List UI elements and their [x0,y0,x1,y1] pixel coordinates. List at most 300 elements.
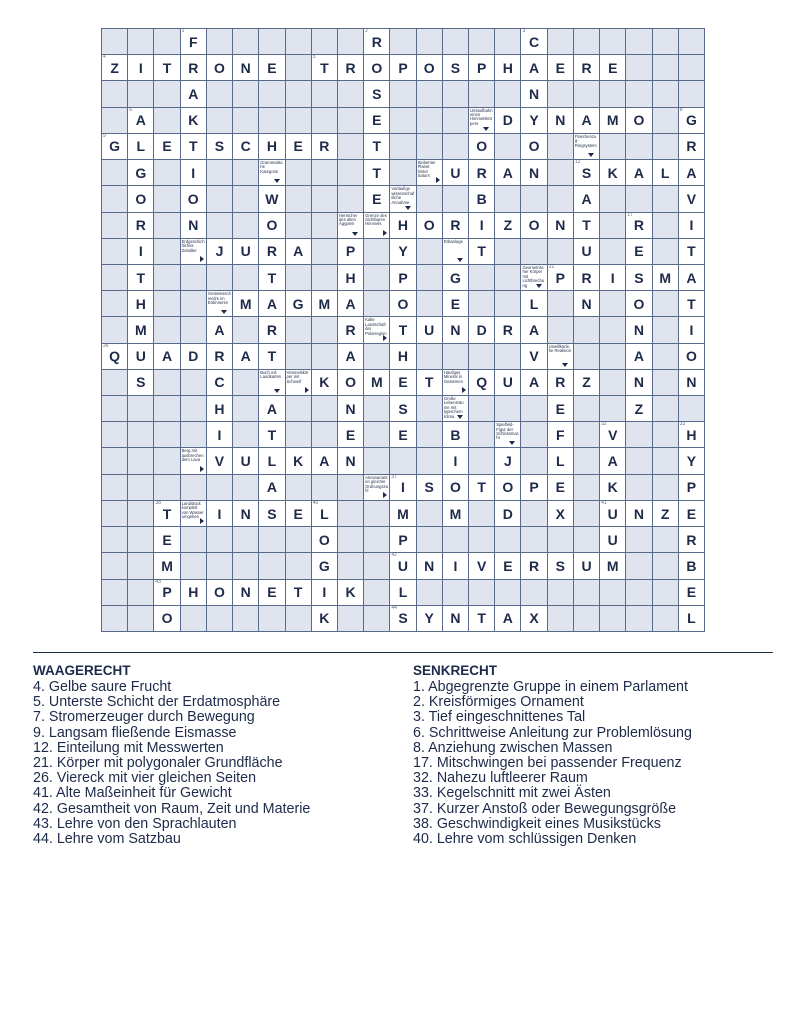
letter-cell[interactable] [207,501,232,526]
empty-cell [154,475,179,500]
letter-cell[interactable] [521,553,546,578]
letter-cell[interactable] [443,213,468,238]
letter-cell[interactable] [312,448,337,473]
letter-cell[interactable] [338,55,363,80]
letter-cell[interactable] [626,213,651,238]
letter-cell[interactable] [181,344,206,369]
letter-cell[interactable] [128,239,153,264]
letter-cell[interactable] [128,160,153,185]
letter-cell[interactable] [574,186,599,211]
letter-cell[interactable] [338,370,363,395]
letter-cell[interactable] [364,55,389,80]
letter-cell[interactable] [207,580,232,605]
letter-cell[interactable] [207,448,232,473]
letter-cell[interactable] [443,265,468,290]
letter-cell[interactable] [548,396,573,421]
letter-cell[interactable] [312,501,337,526]
letter-cell[interactable] [469,186,494,211]
letter-cell[interactable] [495,553,520,578]
letter-cell[interactable] [207,344,232,369]
empty-cell [102,108,127,133]
letter-cell[interactable] [626,317,651,342]
letter-cell[interactable] [443,475,468,500]
letter-cell[interactable] [548,55,573,80]
letter-cell[interactable] [417,370,442,395]
letter-cell[interactable] [626,265,651,290]
cell-letter: Z [660,505,670,522]
empty-cell [338,108,363,133]
letter-cell[interactable] [574,108,599,133]
letter-cell[interactable] [626,501,651,526]
letter-cell[interactable] [469,134,494,159]
letter-cell[interactable] [390,291,415,316]
letter-cell[interactable] [154,553,179,578]
empty-cell [679,396,704,421]
letter-cell[interactable] [417,606,442,631]
letter-cell[interactable] [390,370,415,395]
letter-cell[interactable] [259,344,284,369]
letter-cell[interactable] [312,134,337,159]
letter-cell[interactable] [574,160,599,185]
letter-cell[interactable] [521,213,546,238]
empty-cell [154,186,179,211]
letter-cell[interactable] [469,213,494,238]
letter-cell[interactable] [233,344,258,369]
empty-cell [653,81,678,106]
empty-cell [286,553,311,578]
letter-cell[interactable] [207,317,232,342]
letter-cell[interactable] [102,134,127,159]
letter-cell[interactable] [495,501,520,526]
letter-cell[interactable] [259,134,284,159]
letter-cell[interactable] [181,81,206,106]
letter-cell[interactable] [443,501,468,526]
letter-cell[interactable] [521,475,546,500]
letter-cell[interactable] [259,580,284,605]
letter-cell[interactable] [679,501,704,526]
letter-cell[interactable] [259,475,284,500]
letter-cell[interactable] [600,501,625,526]
letter-cell[interactable] [338,448,363,473]
letter-cell[interactable] [495,108,520,133]
empty-cell [443,580,468,605]
letter-cell[interactable] [548,553,573,578]
letter-cell[interactable] [626,108,651,133]
letter-cell[interactable] [286,291,311,316]
letter-cell[interactable] [653,265,678,290]
letter-cell[interactable] [364,108,389,133]
letter-cell[interactable] [417,213,442,238]
down-clues [413,663,692,847]
cell-letter: K [607,164,618,181]
cell-letter: V [686,190,697,207]
letter-cell[interactable] [312,55,337,80]
letter-cell[interactable] [128,213,153,238]
letter-cell[interactable] [364,186,389,211]
empty-cell [102,422,127,447]
letter-cell[interactable] [338,291,363,316]
letter-cell[interactable] [574,553,599,578]
letter-cell[interactable] [495,160,520,185]
cell-letter: I [322,584,327,601]
letter-cell[interactable] [312,553,337,578]
letter-cell[interactable] [600,55,625,80]
letter-cell[interactable] [128,344,153,369]
letter-cell[interactable] [312,291,337,316]
letter-cell[interactable] [259,55,284,80]
letter-cell[interactable] [548,448,573,473]
cell-letter: S [424,479,434,496]
empty-cell [521,239,546,264]
letter-cell[interactable] [259,265,284,290]
letter-cell[interactable] [233,291,258,316]
empty-cell [495,396,520,421]
letter-cell[interactable] [679,422,704,447]
letter-cell[interactable] [102,344,127,369]
letter-cell[interactable] [259,396,284,421]
letter-cell[interactable] [181,134,206,159]
letter-cell[interactable] [259,501,284,526]
letter-cell[interactable] [390,501,415,526]
clue-cell [364,475,389,500]
letter-cell[interactable] [338,396,363,421]
letter-cell[interactable] [338,422,363,447]
letter-cell[interactable] [233,55,258,80]
letter-cell[interactable] [259,448,284,473]
letter-cell[interactable] [390,265,415,290]
letter-cell[interactable] [286,580,311,605]
letter-cell[interactable] [548,108,573,133]
letter-cell[interactable] [312,527,337,552]
letter-cell[interactable] [495,606,520,631]
letter-cell[interactable] [679,344,704,369]
empty-cell [600,239,625,264]
cell-letter: G [292,295,304,312]
empty-cell [626,448,651,473]
letter-cell[interactable] [443,160,468,185]
letter-cell[interactable] [154,55,179,80]
letter-cell[interactable] [338,239,363,264]
letter-cell[interactable] [521,370,546,395]
letter-cell[interactable] [364,134,389,159]
letter-cell[interactable] [495,55,520,80]
empty-cell [233,213,258,238]
letter-cell[interactable] [390,344,415,369]
empty-cell [626,606,651,631]
letter-cell[interactable] [259,422,284,447]
letter-cell[interactable] [312,606,337,631]
letter-cell[interactable] [390,580,415,605]
letter-cell[interactable] [469,239,494,264]
letter-cell[interactable] [679,160,704,185]
letter-cell[interactable] [626,239,651,264]
arrow-down-icon [274,389,280,393]
letter-cell[interactable] [521,344,546,369]
letter-cell[interactable] [679,239,704,264]
cell-letter: U [450,164,461,181]
letter-cell[interactable] [521,29,546,54]
cell-letter: A [686,164,697,181]
cell-letter: N [345,453,356,470]
empty-cell [390,160,415,185]
letter-cell[interactable] [495,213,520,238]
letter-cell[interactable] [390,55,415,80]
letter-cell[interactable] [626,370,651,395]
letter-cell[interactable] [128,370,153,395]
letter-cell[interactable] [469,370,494,395]
letter-cell[interactable] [521,160,546,185]
empty-cell [600,186,625,211]
letter-cell[interactable] [469,553,494,578]
letter-cell[interactable] [521,108,546,133]
letter-cell[interactable] [679,317,704,342]
arrow-right-icon [436,177,440,183]
letter-cell[interactable] [548,370,573,395]
letter-cell[interactable] [338,317,363,342]
cell-letter: A [633,348,645,365]
letter-cell[interactable] [390,239,415,264]
cell-letter: O [371,59,383,76]
letter-cell[interactable] [154,580,179,605]
empty-cell [443,134,468,159]
letter-cell[interactable] [181,186,206,211]
letter-cell[interactable] [233,134,258,159]
letter-cell[interactable] [181,160,206,185]
letter-cell[interactable] [390,475,415,500]
letter-cell[interactable] [128,317,153,342]
letter-cell[interactable] [259,317,284,342]
letter-cell[interactable] [521,81,546,106]
letter-cell[interactable] [128,108,153,133]
letter-cell[interactable] [154,501,179,526]
empty-cell [128,29,153,54]
cell-letter: A [161,348,173,365]
cell-letter: A [293,243,304,260]
letter-cell[interactable] [233,448,258,473]
letter-cell[interactable] [574,55,599,80]
empty-cell [233,81,258,106]
letter-cell[interactable] [181,213,206,238]
letter-cell[interactable] [495,317,520,342]
letter-cell[interactable] [128,265,153,290]
letter-cell[interactable] [679,370,704,395]
letter-cell[interactable] [679,134,704,159]
letter-cell[interactable] [679,553,704,578]
empty-cell [286,344,311,369]
letter-cell[interactable] [154,134,179,159]
letter-cell[interactable] [495,475,520,500]
letter-cell[interactable] [521,55,546,80]
letter-cell[interactable] [207,239,232,264]
clue-cell [259,370,284,395]
letter-cell[interactable] [600,422,625,447]
letter-cell[interactable] [417,55,442,80]
letter-cell[interactable] [390,527,415,552]
letter-cell[interactable] [390,317,415,342]
letter-cell[interactable] [495,448,520,473]
letter-cell[interactable] [574,265,599,290]
letter-cell[interactable] [364,370,389,395]
letter-cell[interactable] [338,580,363,605]
cell-letter: H [397,348,409,365]
letter-cell[interactable] [181,55,206,80]
letter-cell[interactable] [443,55,468,80]
letter-cell[interactable] [679,475,704,500]
letter-cell[interactable] [338,344,363,369]
letter-cell[interactable] [469,606,494,631]
empty-cell [495,527,520,552]
letter-cell[interactable] [181,580,206,605]
letter-cell[interactable] [417,317,442,342]
letter-cell[interactable] [286,239,311,264]
empty-cell [653,475,678,500]
letter-cell[interactable] [390,606,415,631]
letter-cell[interactable] [626,344,651,369]
letter-cell[interactable] [390,396,415,421]
letter-cell[interactable] [469,317,494,342]
letter-cell[interactable] [600,553,625,578]
empty-cell [600,213,625,238]
letter-cell[interactable] [521,291,546,316]
empty-cell [600,291,625,316]
cell-letter: N [555,217,566,234]
letter-cell[interactable] [574,370,599,395]
letter-cell[interactable] [207,55,232,80]
letter-cell[interactable] [443,606,468,631]
letter-cell[interactable] [338,265,363,290]
empty-cell [521,186,546,211]
letter-cell[interactable] [600,265,625,290]
letter-cell[interactable] [233,239,258,264]
letter-cell[interactable] [653,501,678,526]
letter-cell[interactable] [548,475,573,500]
letter-cell[interactable] [443,422,468,447]
letter-cell[interactable] [154,606,179,631]
clue-item: 6. Schrittweise Anleitung zur Problemlösung [413,724,692,741]
letter-cell[interactable] [181,29,206,54]
letter-cell[interactable] [286,134,311,159]
letter-cell[interactable] [233,580,258,605]
letter-cell[interactable] [259,186,284,211]
letter-cell[interactable] [653,160,678,185]
letter-cell[interactable] [417,475,442,500]
letter-cell[interactable] [626,396,651,421]
letter-cell[interactable] [679,606,704,631]
letter-cell[interactable] [233,501,258,526]
letter-cell[interactable] [286,448,311,473]
letter-cell[interactable] [154,527,179,552]
letter-cell[interactable] [548,213,573,238]
letter-cell[interactable] [390,213,415,238]
empty-cell [495,186,520,211]
letter-cell[interactable] [128,134,153,159]
empty-cell [286,108,311,133]
letter-cell[interactable] [259,291,284,316]
letter-cell[interactable] [390,422,415,447]
letter-cell[interactable] [600,160,625,185]
letter-cell[interactable] [312,580,337,605]
letter-cell[interactable] [128,186,153,211]
letter-cell[interactable] [521,606,546,631]
letter-cell[interactable] [417,553,442,578]
letter-cell[interactable] [364,160,389,185]
empty-cell [181,291,206,316]
letter-cell[interactable] [102,55,127,80]
letter-cell[interactable] [469,160,494,185]
letter-cell[interactable] [679,108,704,133]
letter-cell[interactable] [128,55,153,80]
letter-cell[interactable] [600,108,625,133]
letter-cell[interactable] [679,186,704,211]
letter-cell[interactable] [600,527,625,552]
clue-item: 9. Langsam fließende Eismasse [33,724,237,741]
letter-cell[interactable] [469,55,494,80]
letter-cell[interactable] [207,422,232,447]
letter-cell[interactable] [521,317,546,342]
letter-cell[interactable] [574,291,599,316]
empty-cell [259,606,284,631]
letter-cell[interactable] [626,291,651,316]
letter-cell[interactable] [207,370,232,395]
empty-cell [102,501,127,526]
letter-cell[interactable] [286,501,311,526]
letter-cell[interactable] [469,475,494,500]
letter-cell[interactable] [181,108,206,133]
letter-cell[interactable] [679,580,704,605]
letter-cell[interactable] [443,553,468,578]
letter-cell[interactable] [679,527,704,552]
clue-item: 7. Stromerzeuger durch Bewegung [33,709,255,726]
letter-cell[interactable] [574,239,599,264]
letter-cell[interactable] [548,501,573,526]
letter-cell[interactable] [443,448,468,473]
empty-cell [443,81,468,106]
letter-cell[interactable] [154,344,179,369]
letter-cell[interactable] [600,475,625,500]
letter-cell[interactable] [259,213,284,238]
empty-cell [207,475,232,500]
letter-cell[interactable] [443,291,468,316]
empty-cell [626,55,651,80]
cell-letter: T [477,479,486,496]
letter-cell[interactable] [207,134,232,159]
letter-cell[interactable] [364,29,389,54]
letter-cell[interactable] [390,553,415,578]
letter-cell[interactable] [626,160,651,185]
letter-cell[interactable] [207,396,232,421]
letter-cell[interactable] [574,213,599,238]
letter-cell[interactable] [679,291,704,316]
letter-cell[interactable] [521,134,546,159]
letter-cell[interactable] [312,370,337,395]
letter-cell[interactable] [259,239,284,264]
letter-cell[interactable] [364,81,389,106]
letter-cell[interactable] [679,448,704,473]
empty-cell [181,475,206,500]
letter-cell[interactable] [679,265,704,290]
letter-cell[interactable] [495,370,520,395]
empty-cell [312,396,337,421]
empty-cell [364,265,389,290]
letter-cell[interactable] [548,422,573,447]
empty-cell [469,396,494,421]
letter-cell[interactable] [600,448,625,473]
letter-cell[interactable] [679,213,704,238]
letter-cell[interactable] [128,291,153,316]
empty-cell [259,527,284,552]
letter-cell[interactable] [548,265,573,290]
letter-cell[interactable] [443,317,468,342]
